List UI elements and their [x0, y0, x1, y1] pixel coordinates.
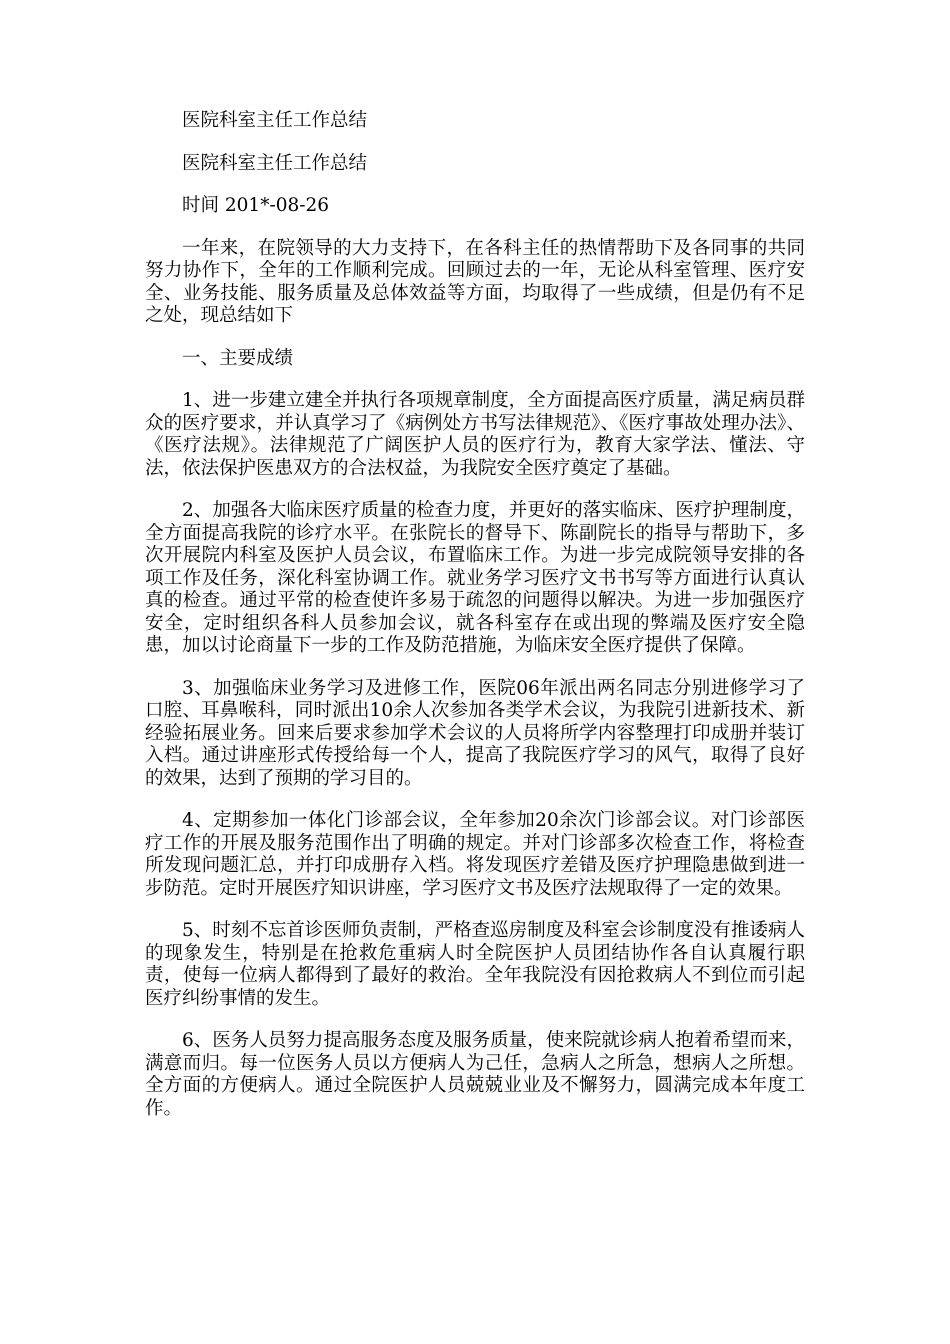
document-subtitle: 医院科室主任工作总结 — [182, 152, 368, 174]
document-title: 医院科室主任工作总结 — [182, 110, 368, 131]
section-heading: 一、主要成绩 — [182, 347, 294, 369]
achievement-item-2: 2、加强各大临床医疗质量的检查力度，并更好的落实临床、医疗护理制度，全方面提高我院的诊疗水平。在张院长的督导下、陈副院长的指导与帮助下，多次开展院内科室及医护人员会议，布置临床工作。为进一步完成院领导安排的各项工作及任务，深化科室协调工作。就业务学习医疗文书书写等方面进行认真认真的检查。通过平常的检查使许多易于疏忽的问题得以解决。为进一步加强医疗安全，定时组织各科人员参加会议，就各科室存在或出现的弊端及医疗安全隐患，加以讨论商量下一步的工作及防范措施，为临床安全医疗提供了保障。 — [145, 500, 805, 656]
intro-paragraph: 一年来，在院领导的大力支持下，在各科主任的热情帮助下及各同事的共同努力协作下，全年的工作顺利完成。回顾过去的一年，无论从科室管理、医疗安全、业务技能、服务质量及总体效益等方面，均取得了一些成绩，但是仍有不足之处，现总结如下 — [145, 237, 805, 326]
achievement-item-4: 4、定期参加一体化门诊部会议，全年参加20余次门诊部会议。对门诊部医疗工作的开展及服务范围作出了明确的规定。并对门诊部多次检查工作，将检查所发现问题汇总，并打印成册存入档。将发现医疗差错及医疗护理隐患做到进一步防范。定时开展医疗知识讲座，学习医疗文书及医疗法规取得了一定的效果。 — [145, 810, 805, 899]
achievement-item-5: 5、时刻不忘首诊医师负责制，严格查巡房制度及科室会诊制度没有推诿病人的现象发生，特别是在抢救危重病人时全院医护人员团结协作各自认真履行职责，使每一位病人都得到了最好的救治。全年我院没有因抢救病人不到位而引起医疗纠纷事情的发生。 — [145, 920, 805, 1009]
achievement-item-6: 6、医务人员努力提高服务态度及服务质量，使来院就诊病人抱着希望而来，满意而归。每一位医务人员以方便病人为己任，急病人之所急，想病人之所想。全方面的方便病人。通过全院医护人员兢兢业业及不懈努力，圆满完成本年度工作。 — [145, 1030, 805, 1119]
document-page — [145, 110, 805, 1140]
achievement-item-1: 1、进一步建立建全并执行各项规章制度，全方面提高医疗质量，满足病员群众的医疗要求，并认真学习了《病例处方书写法律规范》、《医疗事故处理办法》、《医疗法规》。法律规范了广阔医护人员的医疗行为，教育大家学法、懂法、守法，依法保护医患双方的合法权益，为我院安全医疗奠定了基础。 — [145, 390, 805, 479]
document-date: 时间 201*-08-26 — [182, 195, 330, 216]
achievement-item-3: 3、加强临床业务学习及进修工作，医院06年派出两名同志分别进修学习了口腔、耳鼻喉科，同时派出10余人次参加各类学术会议，为我院引进新技术、新经验拓展业务。回来后要求参加学术会议的人员将所学内容整理打印成册并装订入档。通过讲座形式传授给每一个人，提高了我院医疗学习的风气，取得了良好的效果，达到了预期的学习目的。 — [145, 677, 805, 789]
